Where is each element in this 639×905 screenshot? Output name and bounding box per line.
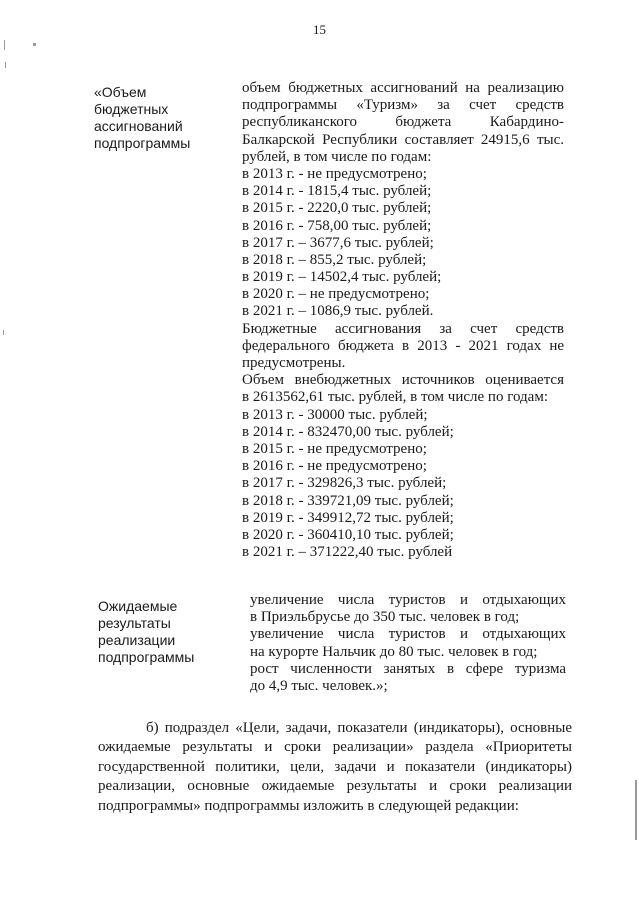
text-line: в 2020 г. – не предусмотрено; [242, 286, 430, 303]
text-line: в 2016 г. - 758,00 тыс. рублей; [242, 217, 432, 234]
text-line: в 2018 г. – 855,2 тыс. рублей; [242, 251, 427, 268]
text-line: в 2016 г. - не предусмотрено; [242, 458, 427, 475]
text-line: в 2015 г. - не предусмотрено; [242, 440, 427, 457]
scan-edge-mark [4, 40, 5, 50]
page-number: 15 [313, 22, 326, 37]
budget-allocation-label [94, 84, 214, 152]
text-line: в 2018 г. - 339721,09 тыс. рублей; [242, 492, 454, 509]
text-line: в 2019 г. - 349912,72 тыс. рублей; [242, 509, 454, 526]
paragraph-line: ожидаемые результаты и сроки реализации» раздела «Приоритеты [98, 739, 572, 756]
label-line: подпрограммы [98, 649, 195, 665]
budget-allocation-text [242, 80, 564, 561]
text-line: рублей, в том числе по годам: [242, 148, 432, 165]
label-line: Ожидаемые [98, 598, 178, 614]
expected-results-text [250, 592, 566, 695]
text-line: федерального бюджета в 2013 - 2021 годах не [242, 337, 564, 354]
paragraph-line: реализации, основные ожидаемые результаты и сроки реализации [98, 778, 572, 795]
text-line: предусмотрены. [242, 355, 346, 371]
scan-edge-mark [5, 62, 6, 68]
label-line: результаты [98, 615, 171, 631]
text-line: до 4,9 тыс. человек.»; [250, 677, 388, 694]
text-line: на курорте Нальчик до 80 тыс. человек в год; [250, 643, 538, 660]
paragraph-line: подпрограммы» подпрограммы изложить в следующей редакции: [98, 797, 519, 814]
body-paragraph [98, 720, 572, 817]
scan-edge-mark [33, 43, 36, 46]
paragraph-line: государственной политики, цели, задачи и показатели (индикаторы) [98, 758, 572, 775]
label-line: реализации [98, 632, 176, 648]
text-line: Балкарской Республики составляет 24915,6 тыс. [242, 131, 564, 148]
scan-edge-mark [635, 780, 637, 840]
text-line: в 2014 г. - 832470,00 тыс. рублей; [242, 423, 454, 440]
text-line: в 2015 г. - 2220,0 тыс. рублей; [242, 200, 432, 217]
expected-results-label [98, 598, 218, 666]
text-line: Бюджетные ассигнования за счет средств [242, 320, 564, 337]
label-line: подпрограммы [94, 135, 191, 151]
label-line: «Объем бюджетных [94, 84, 169, 117]
text-line: в 2021 г. – 371222,40 тыс. рублей [242, 544, 453, 561]
text-line: увеличение числа туристов и отдыхающих [250, 592, 566, 608]
text-line: объем бюджетных ассигнований на реализацию [242, 80, 564, 96]
text-line: в 2017 г. – 3677,6 тыс. рублей; [242, 234, 434, 251]
text-line: рост численности занятых в сфере туризма [250, 660, 566, 677]
label-line: ассигнований [94, 118, 183, 134]
text-line: Объем внебюджетных источников оценивается [242, 372, 564, 389]
text-line: республиканского бюджета Кабардино- [242, 114, 564, 131]
text-line: увеличение числа туристов и отдыхающих [250, 626, 566, 643]
text-line: в 2019 г. – 14502,4 тыс. рублей; [242, 269, 442, 286]
text-line: в 2021 г. – 1086,9 тыс. рублей. [242, 303, 434, 320]
text-line: в Приэльбрусье до 350 тыс. человек в год; [250, 609, 520, 626]
text-line: в 2013 г. - 30000 тыс. рублей; [242, 406, 428, 423]
text-line: в 2017 г. - 329826,3 тыс. рублей; [242, 475, 447, 492]
text-line: в 2020 г. - 360410,10 тыс. рублей; [242, 526, 454, 543]
paragraph-line: б) подраздел «Цели, задачи, показатели (индикаторы), основные [146, 720, 572, 736]
text-line: подпрограммы «Туризм» за счет средств [242, 97, 564, 114]
scan-edge-mark [3, 330, 4, 335]
text-line: в 2014 г. - 1815,4 тыс. рублей; [242, 183, 432, 200]
text-line: в 2013 г. - не предусмотрено; [242, 165, 427, 182]
text-line: в 2613562,61 тыс. рублей, в том числе по годам: [242, 389, 548, 406]
